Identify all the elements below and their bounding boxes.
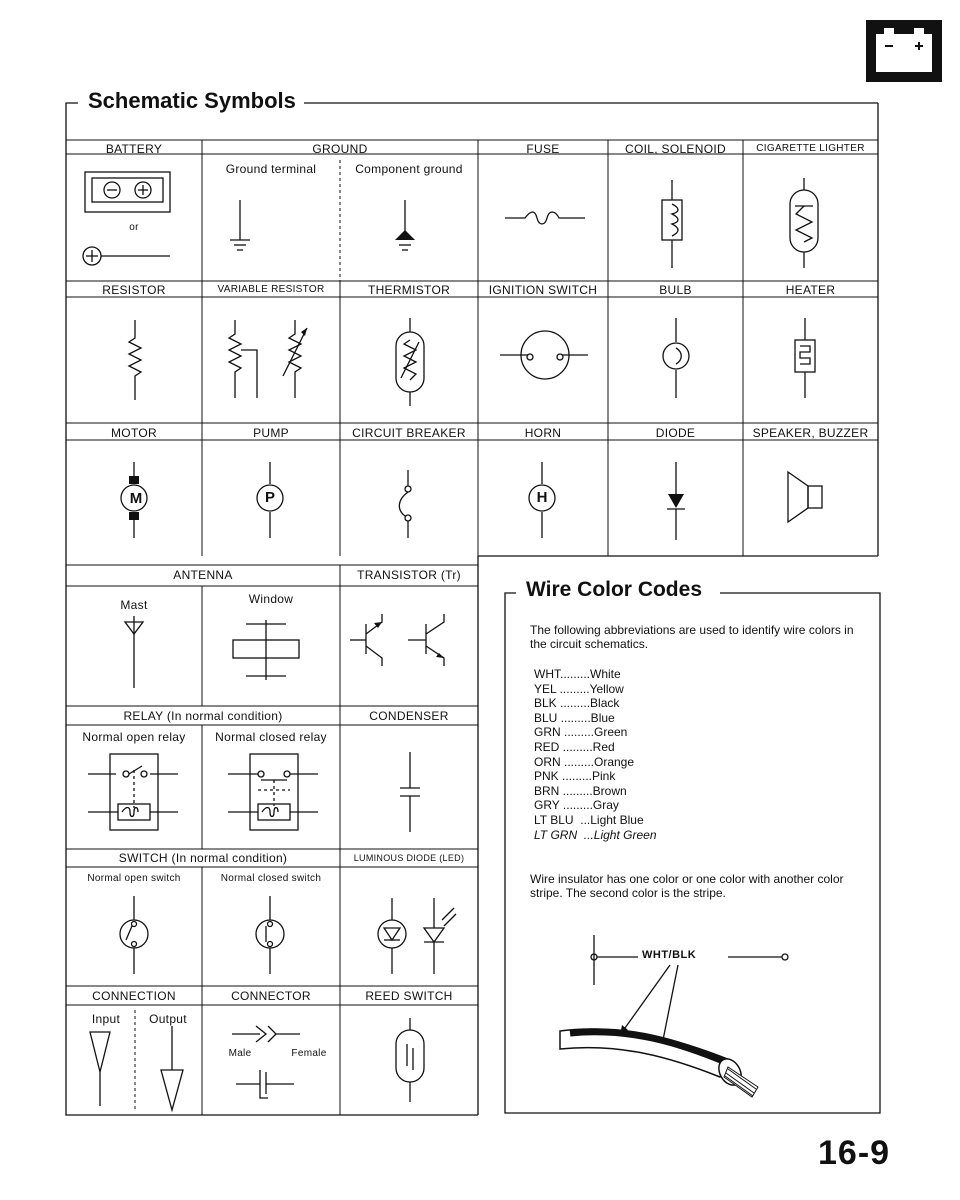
header-circuit-breaker: CIRCUIT BREAKER	[352, 426, 466, 440]
label-output: Output	[149, 1012, 187, 1026]
header-ground: GROUND	[312, 142, 368, 156]
wire-example-label: WHT/BLK	[642, 949, 697, 961]
wire-code-lt-blu: LT BLU ...Light Blue	[534, 812, 644, 827]
header-condenser: CONDENSER	[369, 709, 449, 723]
wire-code-orn: ORN .........Orange	[534, 754, 635, 769]
wire-code-yel: YEL .........Yellow	[534, 681, 624, 696]
label-battery-or: or	[129, 222, 139, 233]
wire-code-blk: BLK .........Black	[534, 696, 620, 711]
header-coil-solenoid: COIL, SOLENOID	[625, 142, 726, 156]
header-bulb: BULB	[659, 283, 692, 297]
header-connector: CONNECTOR	[231, 989, 311, 1003]
header-luminous-diode: LUMINOUS DIODE (LED)	[353, 853, 465, 863]
header-ignition-switch: IGNITION SWITCH	[488, 283, 598, 297]
horn-letter: H	[536, 489, 548, 506]
wire-code-red: RED .........Red	[534, 739, 615, 754]
header-speaker-buzzer: SPEAKER, BUZZER	[752, 426, 869, 440]
wire-codes-list	[534, 667, 774, 842]
motor-letter: M	[129, 490, 143, 507]
header-resistor: RESISTOR	[102, 283, 166, 297]
label-normal-closed-relay: Normal closed relay	[215, 730, 327, 744]
wire-code-lt-grn: LT GRN ...Light Green	[534, 827, 657, 842]
pump-letter: P	[264, 489, 275, 506]
wire-code-grn: GRN .........Green	[534, 725, 628, 740]
wire-code-wht: WHT.........White	[534, 667, 621, 681]
wire-example-diagram	[560, 935, 840, 1105]
wire-codes-note: Wire insulator has one color or one color with another color stripe. The second color is the stripe.	[530, 872, 844, 900]
label-normal-open-relay: Normal open relay	[82, 730, 186, 744]
header-heater: HEATER	[785, 283, 836, 297]
label-normal-closed-switch: Normal closed switch	[220, 873, 322, 884]
label-mast: Mast	[120, 598, 148, 612]
header-battery: BATTERY	[105, 142, 163, 156]
header-horn: HORN	[524, 426, 562, 440]
header-connection: CONNECTION	[92, 989, 176, 1003]
label-input: Input	[91, 1012, 121, 1026]
header-relay: RELAY (In normal condition)	[123, 709, 283, 723]
page-number: 16-9	[818, 1134, 891, 1172]
wire-code-pnk: PNK .........Pink	[534, 769, 616, 784]
header-thermistor: THERMISTOR	[367, 283, 451, 297]
label-female: Female	[291, 1048, 327, 1059]
header-transistor: TRANSISTOR (Tr)	[357, 568, 461, 582]
header-variable-resistor: VARIABLE RESISTOR	[217, 284, 325, 295]
wire-codes-title: Wire Color Codes	[518, 578, 710, 602]
label-window: Window	[248, 592, 294, 606]
wire-code-brn: BRN .........Brown	[534, 783, 627, 798]
label-ground-terminal: Ground terminal	[225, 162, 317, 176]
header-diode: DIODE	[655, 426, 696, 440]
section-title: Schematic Symbols	[80, 88, 304, 114]
header-antenna: ANTENNA	[173, 568, 233, 582]
header-motor: MOTOR	[111, 426, 157, 440]
header-fuse: FUSE	[526, 142, 560, 156]
label-normal-open-switch: Normal open switch	[87, 873, 181, 884]
header-pump: PUMP	[253, 426, 289, 440]
header-switch: SWITCH (In normal condition)	[118, 851, 288, 865]
label-component-ground: Component ground	[355, 162, 463, 176]
wire-code-gry: GRY .........Gray	[534, 798, 619, 813]
wire-codes-intro: The following abbreviations are used to identify wire colors in the circuit schematics.	[530, 623, 854, 651]
wire-code-blu: BLU .........Blue	[534, 710, 615, 725]
header-cigarette-lighter: CIGARETTE LIGHTER	[756, 143, 865, 154]
header-reed-switch: REED SWITCH	[365, 989, 453, 1003]
label-male: Male	[228, 1048, 252, 1059]
